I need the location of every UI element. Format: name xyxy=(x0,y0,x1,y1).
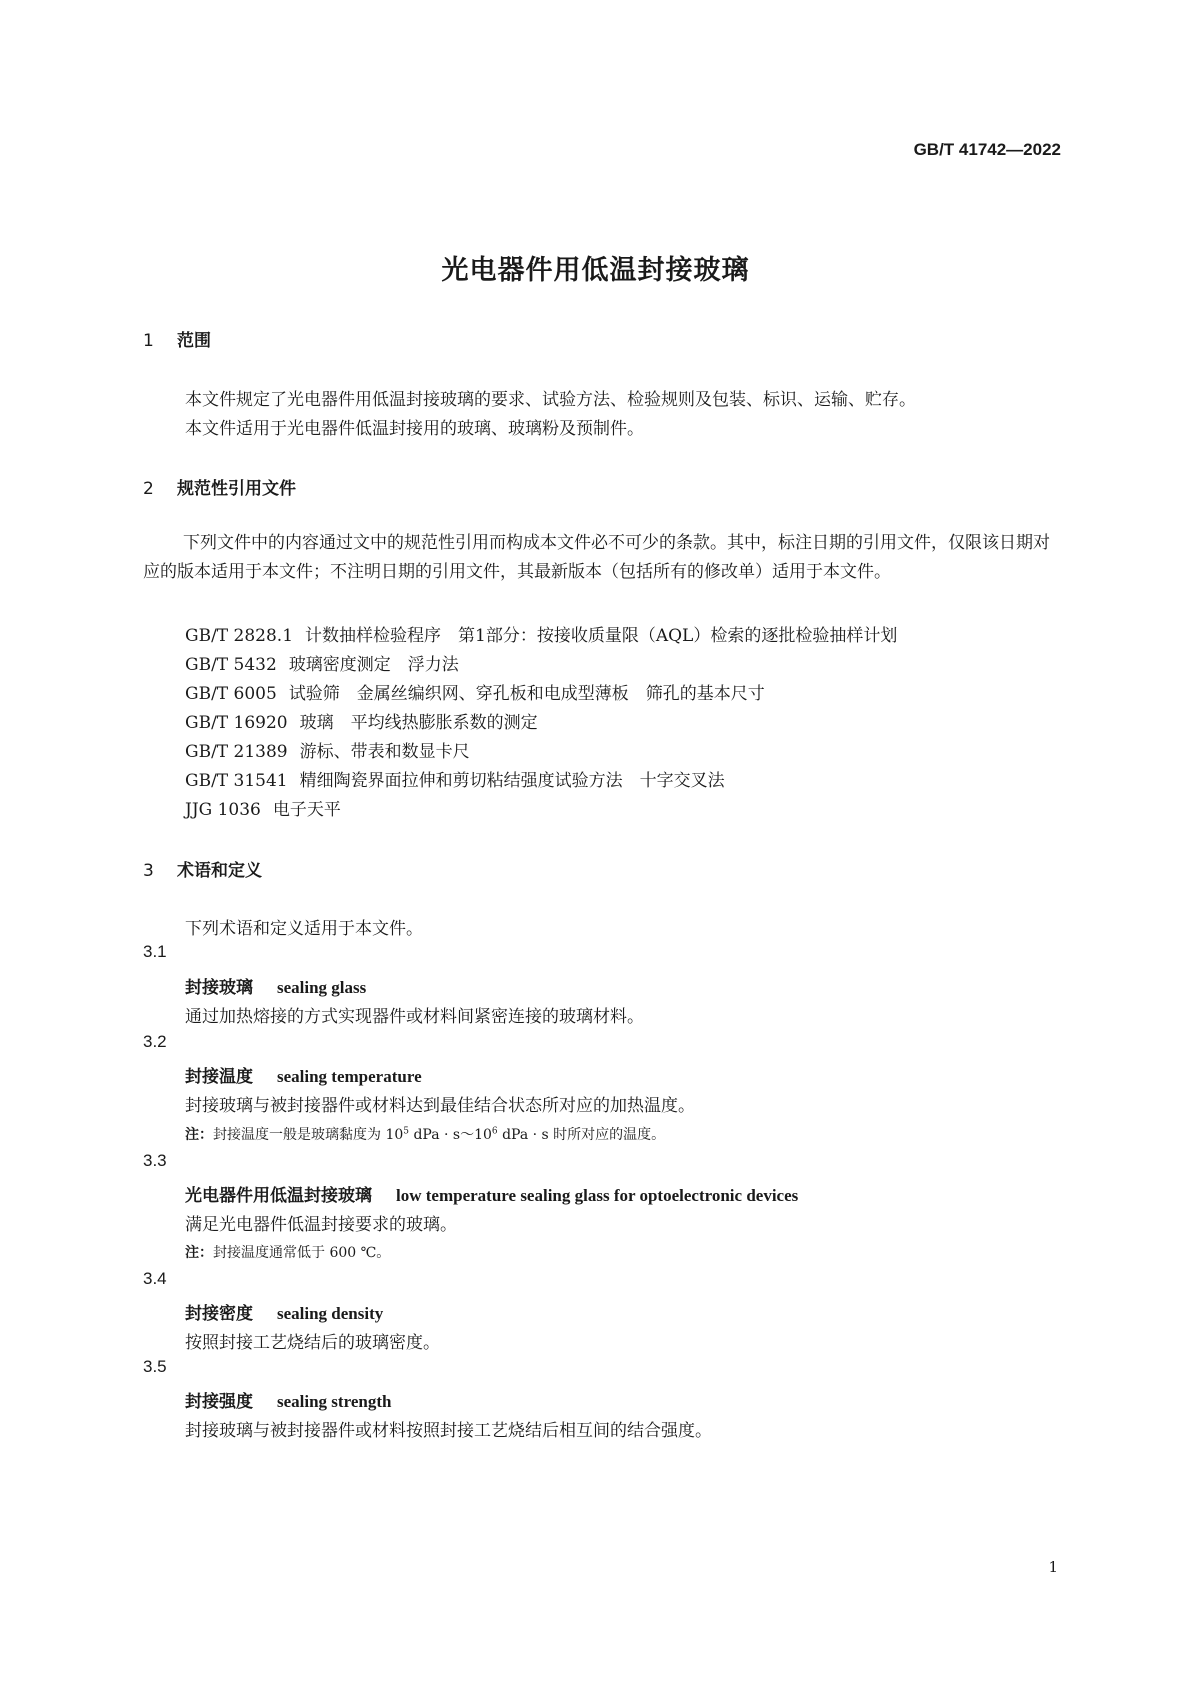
reference-item xyxy=(185,766,725,791)
note-text-a: 封接温度一般是玻璃黏度为 10 xyxy=(213,1127,404,1143)
reference-title: 计数抽样检验程序 第1部分：按接收质量限（AQL）检索的逐批检验抽样计划 xyxy=(305,626,898,646)
section-number: 3 xyxy=(143,861,154,881)
term-number: 3.5 xyxy=(143,1357,167,1376)
reference-item xyxy=(185,737,470,762)
reference-code: JJG 1036 xyxy=(185,800,261,820)
section-title: 术语和定义 xyxy=(177,861,262,881)
note-sup-2: 6 xyxy=(491,1126,498,1137)
term-name-en: sealing density xyxy=(277,1304,384,1323)
note-text: 封接温度通常低于 600 ℃。 xyxy=(213,1245,391,1261)
document-title: 光电器件用低温封接玻璃 xyxy=(441,255,750,286)
references-intro: 下列文件中的内容通过文中的规范性引用而构成本文件必不可少的条款。其中，标注日期的引用文件，仅限该日期对应的版本适用于本文件；不注明日期的引用文件，其最新版本（包括所有的修改单）适用于本文件。 xyxy=(143,533,1050,582)
section-3-heading xyxy=(143,856,262,881)
term-name xyxy=(185,1299,383,1324)
section-number: 2 xyxy=(143,479,154,499)
section-number: 1 xyxy=(143,331,154,351)
terms-intro: 下列术语和定义适用于本文件。 xyxy=(185,919,423,939)
term-name xyxy=(185,973,366,998)
reference-title: 试验筛 金属丝编织网、穿孔板和电成型薄板 筛孔的基本尺寸 xyxy=(288,684,765,704)
term-note xyxy=(185,1242,390,1262)
term-name xyxy=(185,1387,391,1412)
reference-code: GB/T 5432 xyxy=(185,655,277,675)
term-name xyxy=(185,1062,422,1087)
term-note xyxy=(185,1124,665,1144)
section-title: 范围 xyxy=(177,331,211,351)
term-name-zh: 封接温度 xyxy=(185,1067,253,1087)
scope-paragraph-2: 本文件适用于光电器件低温封接用的玻璃、玻璃粉及预制件。 xyxy=(185,419,644,439)
term-definition: 封接玻璃与被封接器件或材料按照封接工艺烧结后相互间的结合强度。 xyxy=(185,1421,712,1441)
note-sup-1: 5 xyxy=(403,1126,409,1137)
note-text-c: dPa · s 时所对应的温度。 xyxy=(497,1127,666,1143)
reference-code: GB/T 16920 xyxy=(185,713,288,733)
reference-code: GB/T 2828.1 xyxy=(185,626,294,646)
page-number: 1 xyxy=(1048,1558,1058,1576)
reference-code: GB/T 31541 xyxy=(185,771,288,791)
term-name-zh: 封接玻璃 xyxy=(185,978,253,998)
term-number: 3.4 xyxy=(143,1269,167,1288)
section-2-heading xyxy=(143,474,296,499)
term-name-zh: 封接强度 xyxy=(185,1392,253,1412)
note-label: 注： xyxy=(185,1245,213,1261)
reference-item xyxy=(185,708,538,733)
term-definition: 封接玻璃与被封接器件或材料达到最佳结合状态所对应的加热温度。 xyxy=(185,1096,695,1116)
term-number: 3.2 xyxy=(143,1032,167,1051)
term-name-en: sealing strength xyxy=(277,1392,392,1411)
reference-title: 玻璃 平均线热膨胀系数的测定 xyxy=(299,713,538,733)
term-definition: 按照封接工艺烧结后的玻璃密度。 xyxy=(185,1333,440,1353)
section-1-heading xyxy=(143,326,211,351)
reference-code: GB/T 6005 xyxy=(185,684,277,704)
reference-item xyxy=(185,795,341,820)
reference-item xyxy=(185,621,897,646)
note-label: 注： xyxy=(185,1127,213,1143)
note-text-b: dPa · s～10 xyxy=(409,1127,492,1143)
term-name-en: sealing temperature xyxy=(277,1067,422,1086)
term-definition: 通过加热熔接的方式实现器件或材料间紧密连接的玻璃材料。 xyxy=(185,1007,644,1027)
reference-title: 电子天平 xyxy=(272,800,341,820)
section-title: 规范性引用文件 xyxy=(177,479,296,499)
term-name-zh: 封接密度 xyxy=(185,1304,253,1324)
reference-title: 精细陶瓷界面拉伸和剪切粘结强度试验方法 十字交叉法 xyxy=(299,771,725,791)
term-definition: 满足光电器件低温封接要求的玻璃。 xyxy=(185,1215,457,1235)
term-name-en: sealing glass xyxy=(277,978,367,997)
reference-code: GB/T 21389 xyxy=(185,742,288,762)
term-number: 3.3 xyxy=(143,1151,167,1170)
reference-item xyxy=(185,650,459,675)
term-name-zh: 光电器件用低温封接玻璃 xyxy=(185,1186,372,1206)
reference-item xyxy=(185,679,765,704)
term-name-en: low temperature sealing glass for optoelectronic devices xyxy=(396,1186,799,1205)
document-code: GB/T 41742—2022 xyxy=(913,140,1061,159)
reference-title: 玻璃密度测定 浮力法 xyxy=(288,655,459,675)
reference-title: 游标、带表和数显卡尺 xyxy=(299,742,470,762)
term-number: 3.1 xyxy=(143,942,167,961)
scope-paragraph-1: 本文件规定了光电器件用低温封接玻璃的要求、试验方法、检验规则及包装、标识、运输、贮存。 xyxy=(185,390,916,410)
term-name xyxy=(185,1181,798,1206)
